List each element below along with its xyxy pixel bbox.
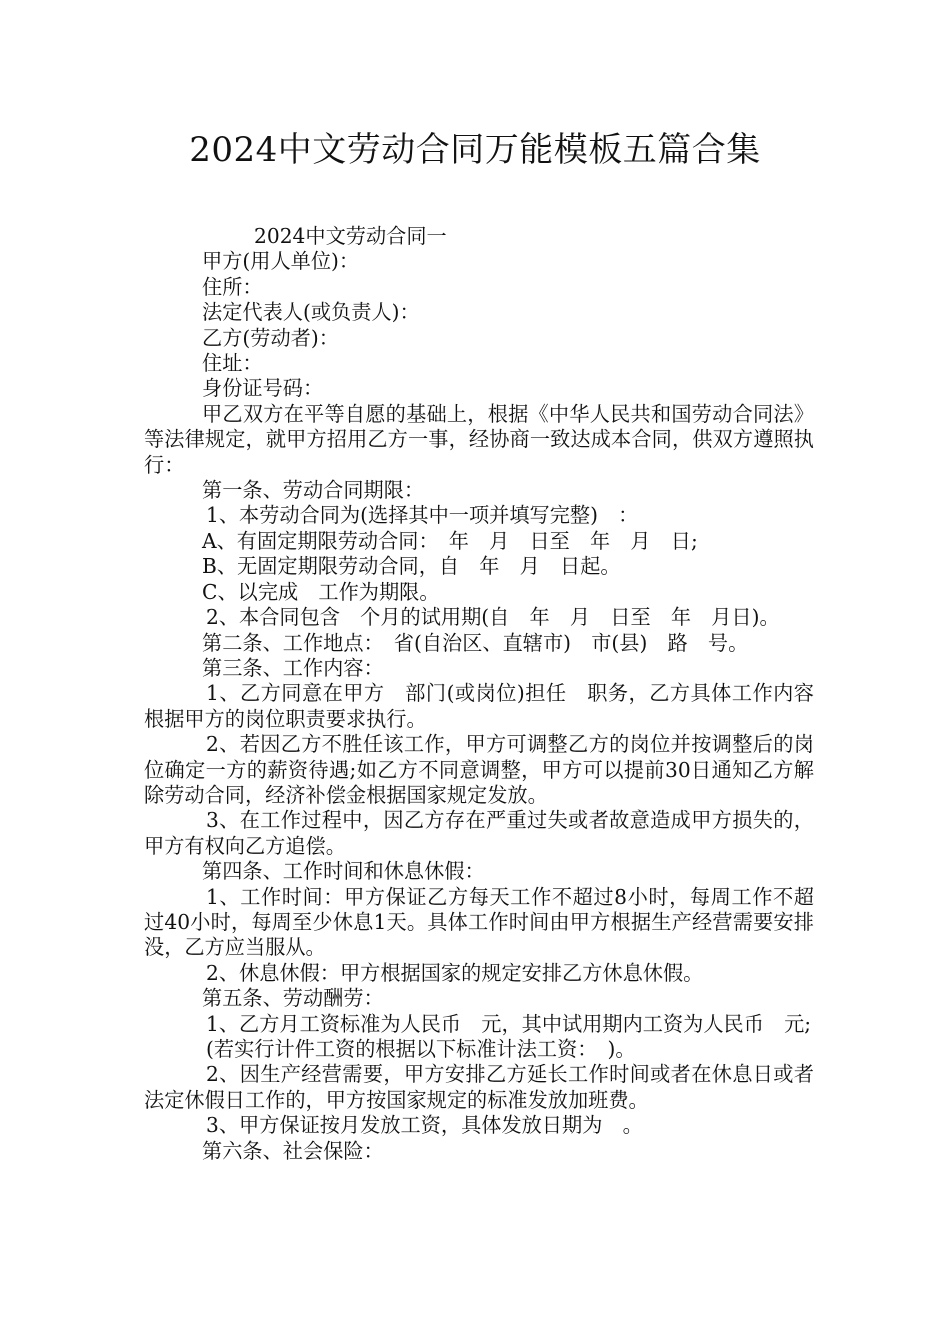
paragraph: C、以完成 工作为期限。 <box>202 579 440 604</box>
article-heading: 第六条、社会保险： <box>202 1138 384 1163</box>
article-heading: 第一条、劳动合同期限： <box>202 478 425 503</box>
article-heading: 第五条、劳动酬劳： <box>202 986 384 1011</box>
paragraph: 1、工作时间：甲方保证乙方每天工作不超过8小时，每周工作不超过40小时，每周至少休息1天。具体工作时间由甲方根据生产经营需要安排没，乙方应当服从。 <box>144 884 814 960</box>
paragraph: 2、若因乙方不胜任该工作，甲方可调整乙方的岗位并按调整后的岗位确定一方的薪资待遇;如乙方不同意调整，甲方可以提前30日通知乙方解除劳动合同，经济补偿金根据国家规定发放。 <box>144 732 814 807</box>
document-title: 2024中文劳动合同万能模板五篇合集 <box>189 130 761 170</box>
document-body <box>144 224 814 1164</box>
paragraph: 2、本合同包含 个月的试用期(自 年 月 日至 年 月日)。 <box>206 605 780 630</box>
paragraph: 1、本劳动合同为(选择其中一项并填写完整) ： <box>206 503 639 528</box>
paragraph: 2、因生产经营需要，甲方安排乙方延长工作时间或者在休息日或者法定休假日工作的，甲方按国家规定的标准发放加班费。 <box>144 1062 814 1112</box>
paragraph: 乙方(劳动者)： <box>202 325 339 350</box>
paragraph: 1、乙方同意在甲方 部门(或岗位)担任 职务，乙方具体工作内容根据甲方的岗位职责要求执行。 <box>144 681 814 731</box>
paragraph: 1、乙方月工资标准为人民币 元，其中试用期内工资为人民币 元; <box>206 1011 812 1036</box>
paragraph: 住址： <box>202 351 263 376</box>
paragraph: 2、休息休假：甲方根据国家的规定安排乙方休息休假。 <box>206 960 704 985</box>
paragraph: A、有固定期限劳动合同： 年 月 日至 年 月 日; <box>202 528 698 553</box>
article-heading: 第四条、工作时间和休息休假： <box>202 859 485 884</box>
paragraph: 法定代表人(或负责人)： <box>202 300 420 325</box>
paragraph: 3、在工作过程中，因乙方存在严重过失或者故意造成甲方损失的，甲方有权向乙方追偿。 <box>144 808 814 858</box>
paragraph: 身份证号码： <box>202 376 324 401</box>
paragraph: (若实行计件工资的根据以下标准计法工资： )。 <box>206 1037 636 1061</box>
paragraph: 甲乙双方在平等自愿的基础上，根据《中华人民共和国劳动合同法》等法律规定，就甲方招用乙方一事，经协商一致达成本合同，供双方遵照执行： <box>144 401 814 477</box>
paragraph: B、无固定期限劳动合同，自 年 月 日起。 <box>202 554 621 579</box>
paragraph: 住所： <box>202 274 263 299</box>
article-heading: 第二条、工作地点： 省(自治区、直辖市) 市(县) 路 号。 <box>202 630 749 655</box>
section-title: 2024中文劳动合同一 <box>254 224 447 248</box>
paragraph: 3、甲方保证按月发放工资，具体发放日期为 。 <box>206 1113 643 1138</box>
paragraph: 甲方(用人单位)： <box>202 249 360 274</box>
article-heading: 第三条、工作内容： <box>202 655 384 680</box>
